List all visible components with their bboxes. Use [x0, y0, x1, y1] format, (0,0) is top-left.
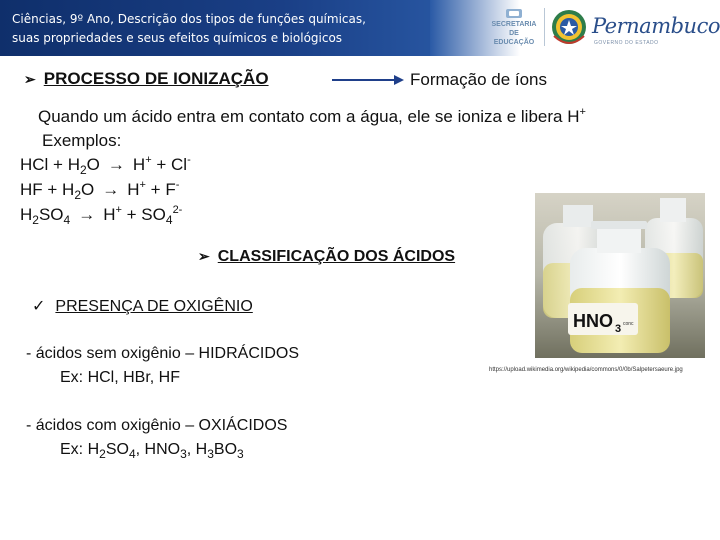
ionization-description-text: Quando um ácido entra em contato com a água, ele se ioniza e libera H — [38, 107, 580, 126]
title-line-1: Ciências, 9º Ano, Descrição dos tipos de funções químicas, — [12, 12, 366, 26]
arrow-bullet-icon: ➢ — [198, 248, 210, 264]
eq1-hydrogen: H — [132, 155, 146, 174]
oxi-ex-a-sub: 2 — [99, 447, 106, 461]
acid-bottles-image — [535, 193, 705, 358]
state-subtitle: GOVERNO DO ESTADO — [594, 40, 659, 46]
photo-label: HNO — [573, 311, 613, 331]
eq2-anion-charge: - — [175, 179, 180, 191]
eq2-anion: + F — [145, 180, 176, 199]
pernambuco-seal-icon — [550, 6, 588, 48]
equation-h2so4 — [20, 205, 182, 225]
logo-divider — [544, 8, 545, 46]
eq1-h-charge: + — [145, 154, 152, 166]
equation-hf — [20, 180, 179, 200]
eq2-h-charge: + — [139, 179, 146, 191]
examples-label: Exemplos: — [42, 131, 122, 150]
eq3-so-sub: 4 — [63, 213, 71, 227]
eq2-hydrogen: H — [127, 180, 140, 199]
slide-title — [12, 10, 422, 48]
classification-heading-text: CLASSIFICAÇÃO DOS ÁCIDOS — [217, 248, 456, 265]
eq2-arrow: → — [102, 180, 120, 199]
title-line-2: suas propriedades e seus efeitos químicos e biológicos — [12, 31, 343, 45]
oxygen-presence-heading — [32, 296, 253, 316]
eq1-reactants: HCl + H — [20, 155, 80, 174]
equation-hcl — [20, 155, 191, 175]
hydracids-examples: Ex: HCl, HBr, HF — [60, 369, 181, 386]
oxi-ex-e: BO — [213, 441, 238, 458]
eq1-arrow: → — [107, 155, 125, 174]
eq3-h-charge: + — [115, 204, 122, 216]
eq2-water: O — [81, 180, 95, 199]
oxi-ex-c: , HNO — [135, 441, 181, 458]
oxi-ex-c-sub: 3 — [180, 447, 187, 461]
ionization-heading — [24, 69, 269, 89]
eq3-anion-sub: 4 — [165, 213, 173, 227]
eq1-water: O — [86, 155, 100, 174]
check-icon: ✓ — [32, 298, 46, 315]
eq3-arrow: → — [78, 205, 96, 224]
photo-label-small: conc — [623, 321, 634, 327]
oxi-ex-d-sub: 3 — [207, 447, 214, 461]
nitric-acid-photo — [535, 193, 705, 358]
classification-heading — [198, 248, 455, 266]
right-arrow-icon — [330, 72, 406, 88]
hydrogen-charge: + — [579, 106, 586, 118]
eq3-anion-charge: 2- — [172, 204, 183, 216]
arrow-bullet-icon: ➢ — [24, 71, 36, 87]
oxi-ex-a: Ex: H — [60, 441, 100, 458]
eq1-sub: 2 — [79, 163, 87, 177]
eq3-hydrogen: H — [103, 205, 116, 224]
secretaria-line-2: DE EDUCAÇÃO — [493, 30, 535, 46]
photo-label-sub: 3 — [615, 323, 622, 335]
oxyacids-definition: - ácidos com oxigênio – OXIÁCIDOS — [26, 417, 288, 434]
state-name: Pernambuco — [592, 14, 720, 38]
eq3-h-sub: 2 — [32, 213, 39, 227]
pernambuco-wordmark — [592, 10, 720, 46]
eq3-h: H — [20, 205, 33, 224]
oxyacids-examples — [60, 441, 244, 459]
eq3-so: SO — [38, 205, 64, 224]
oxygen-presence-text: PRESENÇA DE OXIGÊNIO — [55, 298, 253, 315]
oxi-ex-b-sub: 4 — [128, 447, 136, 461]
eq1-anion: + Cl — [151, 155, 188, 174]
secretaria-logo — [490, 10, 538, 46]
eq1-anion-charge: - — [187, 154, 191, 166]
hydracids-definition: - ácidos sem oxigênio – HIDRÁCIDOS — [26, 345, 299, 362]
ionization-heading-text: PROCESSO DE IONIZAÇÃO — [43, 69, 269, 88]
oxi-ex-e-sub: 3 — [237, 447, 244, 461]
oxi-ex-b: SO — [105, 441, 129, 458]
ion-formation-text: Formação de íons — [410, 70, 548, 89]
oxi-ex-d: , H — [186, 441, 208, 458]
eq2-sub: 2 — [74, 188, 81, 202]
ionization-description — [38, 107, 586, 127]
secretaria-emblem-icon — [490, 8, 538, 20]
eq3-anion: + SO — [121, 205, 166, 224]
eq2-reactants: HF + H — [20, 180, 75, 199]
secretaria-line-1: SECRETARIA — [491, 21, 537, 28]
photo-credit: https://upload.wikimedia.org/wikipedia/commons/0/0b/Salpetersaeure.jpg — [489, 367, 683, 373]
